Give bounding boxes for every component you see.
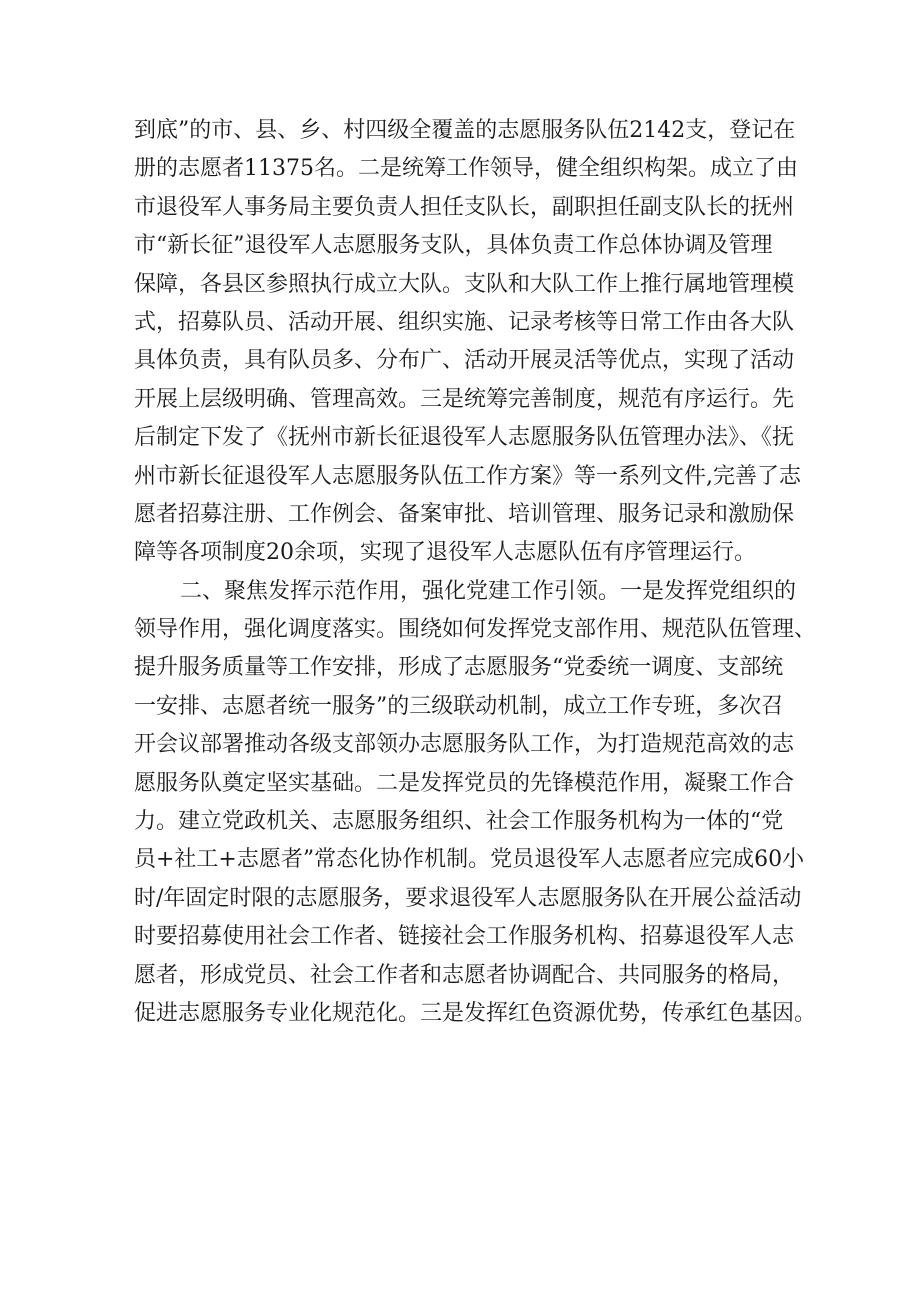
text-line: 时/年固定时限的志愿服务，要求退役军人志愿服务队在开展公益活动 — [134, 885, 802, 911]
text-line: 愿者，形成党员、社会工作者和志愿者协调配合、共同服务的格局， — [134, 962, 795, 988]
text-line: 促进志愿服务专业化规范化。三是发挥红色资源优势，传承红色基因。 — [134, 1000, 817, 1026]
document-body — [134, 112, 824, 1033]
text-line: 市“新长征”退役军人志愿服务支队，具体负责工作总体协调及管理 — [134, 233, 773, 259]
text-line: 愿者招募注册、工作例会、备案审批、培训管理、服务记录和激励保 — [134, 501, 795, 527]
text-line: 时要招募使用社会工作者、链接社会工作服务机构、招募退役军人志 — [134, 924, 795, 950]
text-line: 保障，各县区参照执行成立大队。支队和大队工作上推行属地管理模 — [134, 271, 795, 297]
text-line: 领导作用，强化调度落实。围绕如何发挥党支部作用、规范队伍管理、 — [134, 617, 817, 643]
text-line: 提升服务质量等工作安排，形成了志愿服务“党委统一调度、支部统 — [134, 655, 784, 681]
text-line: 式，招募队员、活动开展、组织实施、记录考核等日常工作由各大队 — [134, 309, 795, 335]
text-line: 一安排、志愿者统一服务”的三级联动机制，成立工作专班，多次召 — [134, 693, 784, 719]
text-line: 后制定下发了《抚州市新长征退役军人志愿服务队伍管理办法》、《抚 — [134, 425, 795, 451]
text-line: 册的志愿者11375名。二是统筹工作领导，健全组织构架。成立了由 — [134, 156, 798, 182]
text-line: 开展上层级明确、管理高效。三是统筹完善制度，规范有序运行。先 — [134, 386, 795, 412]
text-line: 市退役军人事务局主要负责人担任支队长，副职担任副支队长的抚州 — [134, 194, 795, 220]
text-line: 员+社工+志愿者”常态化协作机制。党员退役军人志愿者应完成60小 — [134, 847, 805, 873]
text-line: 障等各项制度20余项，实现了退役军人志愿队伍有序管理运行。 — [134, 540, 756, 566]
text-line: 州市新长征退役军人志愿服务队伍工作方案》等一系列文件,完善了志 — [134, 463, 801, 489]
text-line: 开会议部署推动各级支部领办志愿服务队工作，为打造规范高效的志 — [134, 732, 795, 758]
text-line: 力。建立党政机关、志愿服务组织、社会工作服务机构为一体的“党 — [134, 809, 784, 835]
paragraph-start-line: 二、聚焦发挥示范作用，强化党建工作引领。一是发挥党组织的 — [180, 578, 797, 604]
text-line: 到底”的市、县、乡、村四级全覆盖的志愿服务队伍2142支，登记在 — [134, 118, 796, 143]
text-line: 愿服务队奠定坚实基础。二是发挥党员的先锋模范作用，凝聚工作合 — [134, 770, 795, 796]
text-line: 具体负责，具有队员多、分布广、活动开展灵活等优点，实现了活动 — [134, 348, 795, 374]
